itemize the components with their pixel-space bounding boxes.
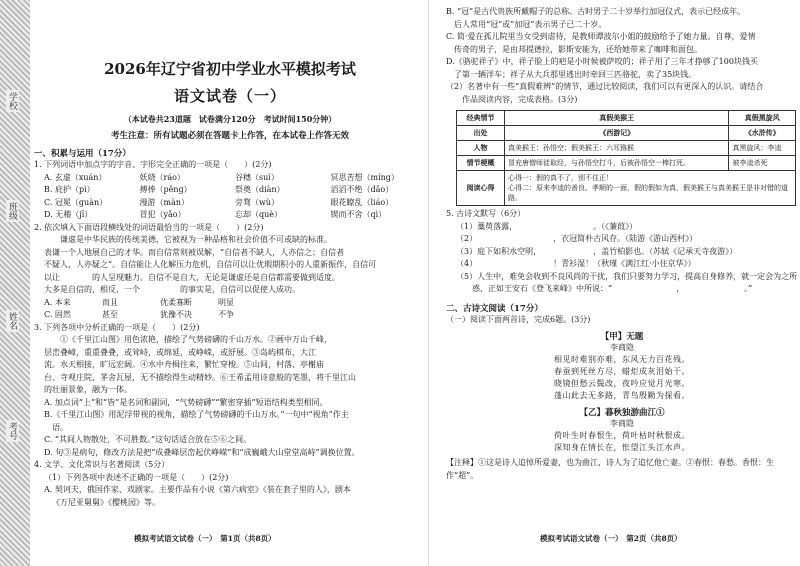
table-note: 心得一：假的真不了，别不住正！ [508, 174, 613, 182]
passage-line: 谦虚是中华民族的传统美德，它被视为一种品格和社会价值不可或缺的标准。 [44, 235, 332, 244]
question-4-2: （2）名著中有一些“真假难辨”的情节，通过比较阅读，我们可以有更深入的认识。请结合 [446, 82, 764, 91]
binding-label: 学校 [7, 92, 17, 110]
q4-option: 后人常用“冠”或“加冠”表示男子已二十岁。 [446, 19, 607, 29]
table-cell: 经典情节 [457, 111, 505, 126]
q4-option: A. 契诃夫，俄国作家、戏剧家。主要作品有小说《第六病室》《装在套子里的人》，剧本 [44, 485, 351, 494]
q3-option: A. 加点词“上”和“皆”是名词和副词，“气势磅礴”“繁密穿插”短语结构类型相同。 [44, 397, 328, 407]
table-cell: 《西游记》 [505, 126, 729, 141]
q4-option: 了第一辆洋车；祥子从大兵那里逃出时牵回三匹骆驼，卖了35块钱。 [446, 69, 697, 79]
poem-author: 李商隐 [610, 419, 634, 428]
binding-strip [0, 0, 30, 566]
q3-option: B.《千里江山图》用泥浮带视的视角，描绘了气势磅礴的千山万水。”一句中“视角”作主 [44, 410, 349, 419]
poem-title: 【甲】无题 [600, 332, 644, 342]
fill-line: （4） ！青衫湿！（秋瑾《满江红·小住京华》） [456, 259, 696, 268]
q4-option: 《万尼亚舅舅》《樱桃园》等。 [52, 497, 160, 507]
poem-title: 【乙】暮秋独游曲江① [579, 408, 665, 418]
question-4: 4. 文学、文化常识与名著阅读（5分） [34, 460, 170, 469]
footnote: 作“超”。 [446, 470, 479, 480]
q1-option-a: A. 玄虚（xuán） 妖娆（ráo） 谷穗（suì） 冥思苦想（míng） [44, 172, 399, 182]
question-1: 1. 下列词语中加点字的字音、字形完全正确的一项是（ ）(2分) [34, 160, 272, 169]
binding-label: 考号 [7, 422, 17, 440]
poem-author: 李商隐 [610, 343, 634, 352]
q1-option-d: D. 无稽（jī） 冒犯（yǎo） 忘却（què） 锲而不舍（qì） [44, 210, 387, 219]
q2-option-c: C. 固然 甚至 犹豫不决 不争 [44, 310, 234, 319]
q4-option: 传奇的男子，是由邦提德拉，影斯安能为，还给她带来了咖啡和面包。 [446, 44, 702, 54]
footnote: 【注释】①这是诗人追悼所爱妻，也为曲江，诗人为了追忆他亡妻。②春恨：春愁。香恨：生 [446, 458, 774, 467]
poem-line: 相见时难别亦难，东风无力百花残。 [554, 355, 690, 364]
passage-line: 不疑人，人亦疑之”。自信能让人化解压力危机，自信可以让优瑕期积小的人重新振作，自信可 [44, 260, 377, 269]
table-cell: 人物 [457, 141, 505, 156]
passage-line: 台、寺观庄院、茅舍瓦屋，无不描绘得生动精妙。⑥王希孟用诗意般的笔墨，将千里江山 [44, 372, 356, 382]
passage-line: 层峦叠嶂，重重叠叠，或耸峙，或绵延，或峥嵘，或舒展。③岛屿棋布，大江 [44, 347, 316, 357]
table-cell: 阅读心得 [457, 171, 505, 206]
fill-line: 惑，正如王安石《登飞来峰》中所说：“ ， 。” [456, 284, 753, 293]
page-divider [428, 0, 429, 566]
poem-line: 荷叶生时春恨生，荷叶枯时秋恨成。 [554, 431, 690, 440]
q1-option-c: C. 冠冕（guàn） 漫游（màn） 旁骛（wù） 眼花瞭乱（liáo） [44, 197, 394, 207]
exam-subtitle: 语文试卷（一） [173, 87, 286, 105]
fill-line: （2） ，衣冠简朴古风存。（陆游《游山西村》） [456, 234, 698, 243]
table-note: 心得二：原来李逵的善良、孝顺的一面，假的假如为真，假美猴王与真美猴王是非对错的道路。 [508, 184, 788, 202]
exam-note: 考生注意：所有试题必须在答题卡上作答，在本试卷上作答无效 [110, 131, 349, 141]
exam-title: 2026年辽宁省初中学业水平模拟考试 [104, 60, 356, 78]
passage-line: 的壮丽景象，融为一体。 [44, 385, 132, 394]
fill-line: （1）藁萸落露， 。（《蒹葭》） [456, 221, 638, 231]
fill-line: （3）庭下如积水空明， ，盖竹柏影也。（苏轼《记承天寺夜游》） [456, 246, 738, 256]
table-cell: 真假黑旋风 [729, 111, 796, 126]
table-cell: 出处 [457, 126, 505, 141]
passage-line: 大多是自信的，相反，一个 的事实是，自信可以促使人成功。 [44, 285, 300, 294]
passage-line: ①《千里江山图》用色浓艳，描绘了气势磅礴的千山万水。②画中万山千峰， [44, 335, 332, 344]
poem-line: 晓镜但愁云鬓改，夜吟应觉月光寒。 [554, 379, 690, 388]
table-cell: 冒充唐僧师徒取经，与孙悟空打斗，后被孙悟空一棒打死。 [505, 156, 729, 171]
page-footer: 模拟考试语文试卷（一） 第2页（共8页） [540, 534, 682, 543]
table-cell: 被李逵杀死 [729, 156, 796, 171]
table-cell: 真美猴王：孙悟空；假美猴王：六耳猕猴 [505, 141, 729, 156]
q4-option: C. 简·爱在孤儿院里当女受到虐待，是教师谭波尔小姐的鼓励给予了她力量。自尊，爱情 [446, 32, 756, 41]
question-3: 3. 下列各项中分析正确的一项是（ ）(2分) [34, 322, 200, 332]
binding-label: 班级 [7, 202, 17, 220]
q3-option: 语。 [44, 422, 68, 432]
subsection-heading: （一）阅读下面两首诗，完成6题。(3分) [446, 314, 591, 324]
section-heading: 二、古诗文阅读（17分） [446, 303, 543, 314]
question-2: 2. 依次填入下面语段横线处的词语最恰当的一项是（ ）(2分) [34, 222, 264, 232]
question-5: 5. 古诗文默写（6分） [446, 209, 526, 218]
page-1 [34, 0, 426, 566]
q3-option: D. 句③是病句，修改方法是把“成叠峰层峦起伏峥嵘”和“成巍峨大山堂堂高峙”调换位置。 [44, 447, 360, 457]
fill-line: （5）人生中，难免会收到不良风尚的干扰，我们只要努力学习，提高自身修养，就一定会为之所 [456, 271, 798, 281]
poem-line: 春蚕到死丝方尽，蜡炬成灰泪始干。 [554, 367, 690, 376]
question-4-1: （1）下列各项中表述不正确的一项是（ ）(2分) [44, 472, 229, 482]
page-2 [430, 0, 798, 566]
question-4-2: 作品阅读内容，完成表格。(3分) [446, 94, 578, 104]
q4-option: D.《骆驼祥子》中，祥子脸上的疤是小时候被萨咬的；祥子用了三年才挣够了100块钱买 [446, 57, 758, 66]
table-cell: 真假美猴王 [505, 111, 729, 126]
section-heading: 一、积累与运用（17分） [34, 149, 131, 159]
poem-line: 深知身在情长在，怅望江头江水声。 [554, 443, 690, 452]
table-cell: 情节梗概 [457, 156, 505, 171]
passage-line: 以让 的人呈现魅力。自信不是自大，无论是谦虚还是自信都需要做到适度。 [44, 272, 340, 282]
q2-option-a: A. 本来 而且 优柔寡断 明显 [44, 297, 234, 307]
page-footer: 模拟考试语文试卷（一） 第1页（共8页） [134, 534, 276, 543]
passage-line: 流。水天相接，旷远宏阔。④水中舟楫往来，繁忙穿梭。⑤山间，村落、亭榭庙 [44, 360, 324, 369]
exam-meta: （本试卷共23道题 试卷满分120分 考试时间150分钟） [123, 114, 337, 124]
q1-option-b: B. 庇护（pì） 搏捧（pěng） 祭奠（diàn） 滔滔不绝（dǎo） [44, 185, 394, 194]
poem-line: 蓬山此去无多路，青鸟殷勤为探看。 [554, 391, 690, 400]
table-cell: 《水浒传》 [729, 126, 796, 141]
table-cell [505, 171, 796, 206]
binding-label: 姓名 [7, 312, 17, 330]
q4-option: B. “冠”是古代贵族所戴帽子的总称。古时男子二十岁举行加冠仪式，表示已经成年。 [446, 7, 746, 16]
table-cell: 真黑旋风：李逵 [729, 141, 796, 156]
q3-option: C. “其间人物散处，不可胜数。”这句话适合放在⑤⑥之间。 [44, 435, 252, 444]
passage-line: 表谦一个人地展自己的才华。而自信常则被误解，“自信者不缺人，人亦信之；自信者 [44, 247, 345, 257]
comparison-table [456, 110, 796, 206]
